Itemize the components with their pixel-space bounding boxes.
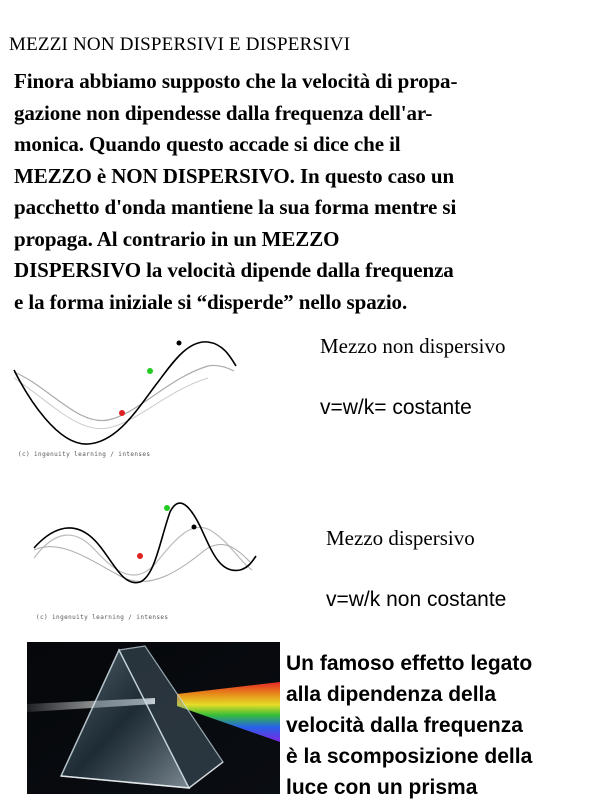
prism-description: Un famoso effetto legato alla dipendenza della velocità dalla frequenza è la scomposizione della luce con un prisma xyxy=(286,652,533,799)
prism-image xyxy=(27,642,280,794)
green-point xyxy=(147,368,153,374)
page-title: MEZZI NON DISPERSIVI E DISPERSIVI xyxy=(9,34,351,55)
red-point xyxy=(119,410,125,416)
non-dispersive-caption: (c) ingenuity learning / intenses xyxy=(18,451,151,458)
reference-wave xyxy=(34,527,252,575)
dispersive-caption: (c) ingenuity learning / intenses xyxy=(36,614,169,621)
main-wave xyxy=(34,503,256,583)
reference-wave-2 xyxy=(14,378,208,429)
black-point xyxy=(192,525,197,530)
reference-wave-2 xyxy=(34,545,250,582)
dispersive-label: Mezzo dispersivo xyxy=(326,526,475,550)
green-point xyxy=(164,505,170,511)
non-dispersive-formula: v=w/k= costante xyxy=(320,396,472,419)
dispersive-formula: v=w/k non costante xyxy=(326,588,507,611)
non-dispersive-wave-figure xyxy=(8,338,238,458)
black-point xyxy=(177,341,182,346)
dispersive-wave-figure xyxy=(30,500,260,620)
intro-paragraph: Finora abbiamo supposto che la velocità di propa- gazione non dipendesse dalla frequenza dell'ar- monica. Quando questo accade si dice che il MEZZO è NON DISPERSIVO. In questo caso un pacchetto d'onda mantiene la sua forma mentre si propaga. Al contrario in un MEZZO DISPERSIVO la velocità dipende dalla frequenza e la forma iniziale si “disperde” nello spazio. xyxy=(14,69,458,314)
red-point xyxy=(137,553,143,559)
non-dispersive-label: Mezzo non dispersivo xyxy=(320,334,506,358)
